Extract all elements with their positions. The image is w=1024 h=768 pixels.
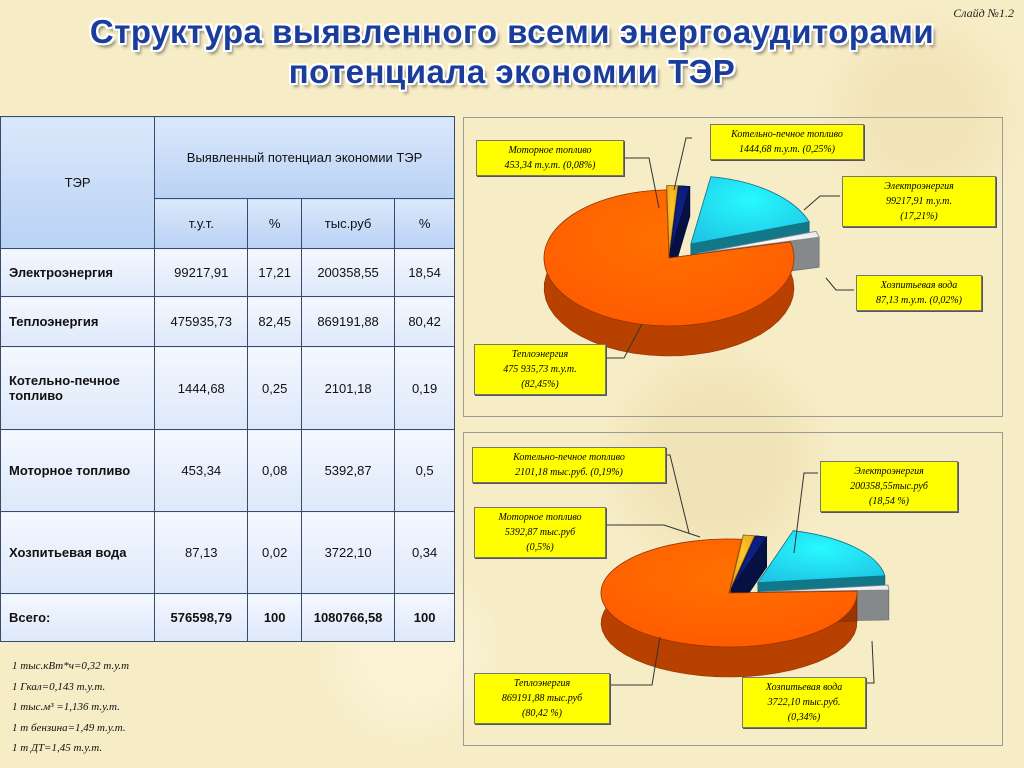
row-pct1: 17,21	[248, 249, 301, 297]
title-line-2: потенциала экономии ТЭР	[288, 53, 736, 90]
header-rub: тыс.руб	[301, 199, 394, 249]
leader-line	[600, 525, 700, 537]
page-title	[0, 12, 1024, 92]
label-motor-fuel: Моторное топливо 453,34 т.у.т. (0,08%)	[476, 140, 624, 176]
row-rub: 5392,87	[301, 430, 394, 512]
row-pct1: 82,45	[248, 297, 301, 347]
label-boiler-fuel: Котельно-печное топливо 1444,68 т.у.т. (0,25%)	[710, 124, 864, 160]
header-tut: т.у.т.	[155, 199, 248, 249]
label-water: Хозпитьевая вода 87,13 т.у.т. (0,02%)	[856, 275, 982, 311]
total-pct1: 100	[248, 594, 301, 642]
label-electric: Электроэнергия 99217,91 т.у.т. (17,21%)	[842, 176, 996, 227]
label-heat: Теплоэнергия 475 935,73 т.у.т. (82,45%)	[474, 344, 606, 395]
total-name: Всего:	[1, 594, 155, 642]
row-rub: 869191,88	[301, 297, 394, 347]
row-name: Котельно-печное топливо	[1, 347, 155, 430]
title-line-1: Структура выявленного всеми энергоаудиторами	[89, 13, 935, 50]
row-pct2: 0,19	[395, 347, 455, 430]
label-heat: Теплоэнергия 869191,88 тыс.руб (80,42 %)	[474, 673, 610, 724]
header-pct2: %	[395, 199, 455, 249]
note: 1 т бензина=1,49 т.у.т.	[12, 721, 126, 734]
row-pct2: 0,5	[395, 430, 455, 512]
total-rub: 1080766,58	[301, 594, 394, 642]
table-total-row	[1, 594, 455, 642]
pie-chart-rub	[463, 432, 1003, 746]
row-pct1: 0,08	[248, 430, 301, 512]
row-tut: 99217,91	[155, 249, 248, 297]
row-pct1: 0,25	[248, 347, 301, 430]
leader-line	[826, 278, 854, 290]
total-tut: 576598,79	[155, 594, 248, 642]
pie-chart-tut	[463, 117, 1003, 417]
note: 1 Гкал=0,143 т.у.т.	[12, 680, 106, 693]
row-tut: 453,34	[155, 430, 248, 512]
row-name: Теплоэнергия	[1, 297, 155, 347]
leader-line	[804, 196, 840, 210]
note: 1 тыс.кВт*ч=0,32 т.у.т	[12, 660, 130, 672]
row-pct2: 0,34	[395, 512, 455, 594]
row-pct2: 80,42	[395, 297, 455, 347]
label-boiler-fuel: Котельно-печное топливо 2101,18 тыс.руб. (0,19%)	[472, 447, 666, 483]
header-pct1: %	[248, 199, 301, 249]
row-name: Моторное топливо	[1, 430, 155, 512]
note: 1 т ДТ=1,45 т.у.т.	[12, 742, 103, 754]
label-water: Хозпитьевая вода 3722,10 тыс.руб. (0,34%)	[742, 677, 866, 728]
row-pct2: 18,54	[395, 249, 455, 297]
row-rub: 2101,18	[301, 347, 394, 430]
total-pct2: 100	[395, 594, 455, 642]
row-tut: 475935,73	[155, 297, 248, 347]
table-row	[1, 347, 455, 430]
header-potential: Выявленный потенциал экономии ТЭР	[155, 117, 455, 199]
leader-line	[674, 138, 692, 190]
table-row	[1, 249, 455, 297]
pie-slice-electric	[758, 531, 885, 583]
table-row	[1, 297, 455, 347]
slide-number: Слайд №1.2	[953, 6, 1014, 20]
note: 1 тыс.м³ =1,136 т.у.т.	[12, 701, 120, 713]
table-row	[1, 430, 455, 512]
row-tut: 87,13	[155, 512, 248, 594]
row-rub: 200358,55	[301, 249, 394, 297]
header-ter: ТЭР	[1, 117, 155, 249]
table-row	[1, 512, 455, 594]
label-electric: Электроэнергия 200358,55тыс.руб (18,54 %)	[820, 461, 958, 512]
label-motor-fuel: Моторное топливо 5392,87 тыс.руб (0,5%)	[474, 507, 606, 558]
row-rub: 3722,10	[301, 512, 394, 594]
row-pct1: 0,02	[248, 512, 301, 594]
row-name: Электроэнергия	[1, 249, 155, 297]
conversion-notes	[12, 656, 129, 759]
ter-table	[0, 116, 455, 642]
row-name: Хозпитьевая вода	[1, 512, 155, 594]
row-tut: 1444,68	[155, 347, 248, 430]
